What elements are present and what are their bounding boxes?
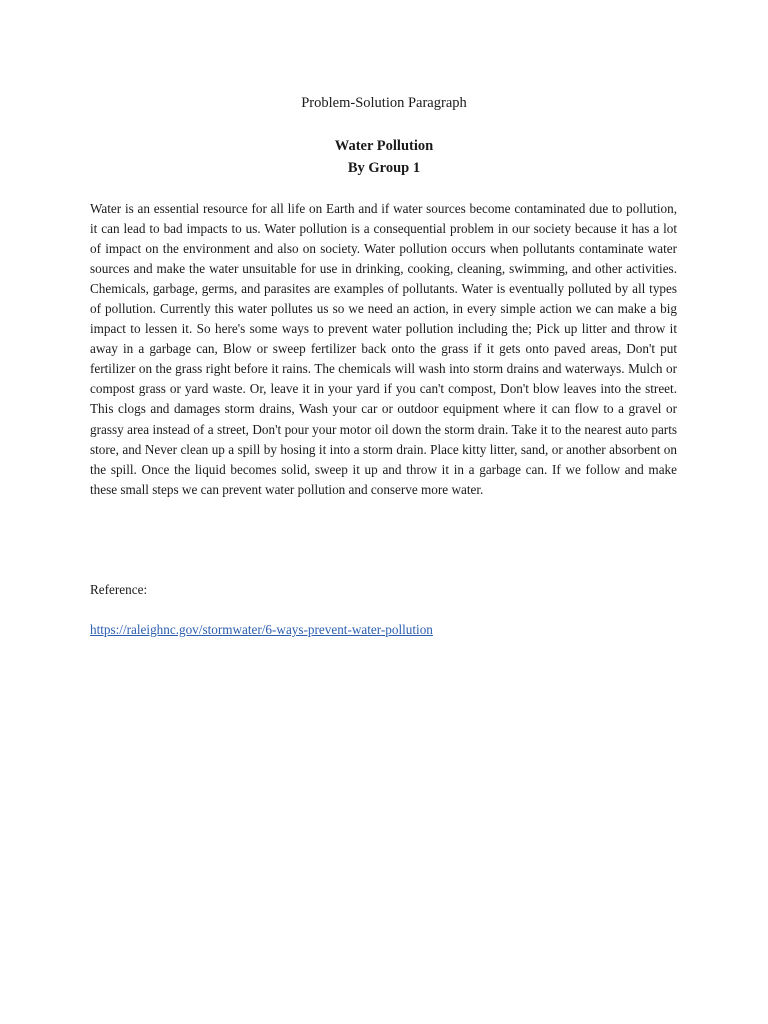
reference-link[interactable]: https://raleighnc.gov/stormwater/6-ways-prevent-water-pollution <box>90 622 433 637</box>
body-paragraph: Water is an essential resource for all life on Earth and if water sources become contaminated due to pollution, it can lead to bad impacts to us. Water pollution is a consequential problem in our society because it has a lot of impact on the environment and also on society. Water pollution occurs when pollutants contaminate water sources and make the water unsuitable for use in drinking, cooking, cleaning, swimming, and other activities. Chemicals, garbage, germs, and parasites are examples of pollutants. Water is eventually polluted by all types of pollution. Currently this water pollutes us so we need an action, in every simple action we can make a big impact to lessen it. So here's some ways to prevent water pollution including the; Pick up litter and throw it away in a garbage can, Blow or sweep fertilizer back onto the grass if it gets onto paved areas, Don't put fertilizer on the grass right before it rains. The chemicals will wash into storm drains and waterways. Mulch or compost grass or yard waste. Or, leave it in your yard if you can't compost, Don't blow leaves into the street. This clogs and damages storm drains, Wash your car or outdoor equipment where it can flow to a gravel or grassy area instead of a street, Don't pour your motor oil down the storm drain. Take it to the nearest auto parts store, and Never clean up a spill by hosing it into a storm drain. Place kitty litter, sand, or another absorbent on the spill. Once the liquid becomes solid, sweep it up and throw it in a garbage can. If we follow and make these small steps we can prevent water pollution and conserve more water. <box>90 201 677 497</box>
document-type-heading: Problem-Solution Paragraph <box>301 95 467 111</box>
document-byline: By Group 1 <box>347 160 421 176</box>
document-title: Water Pollution <box>334 138 434 154</box>
reference-label: Reference: <box>90 582 148 597</box>
